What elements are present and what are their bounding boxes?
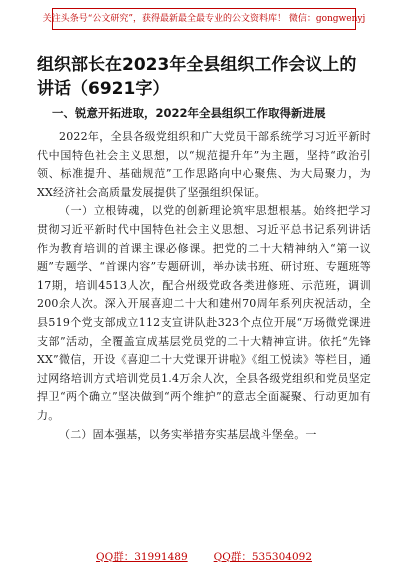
document-title: 组织部长在2023年全县组织工作会议上的讲话（6921字）	[37, 55, 357, 99]
footer-contacts	[0, 543, 408, 569]
qq-group-link-1[interactable]: QQ群：31991489	[95, 550, 188, 563]
body-paragraph: 2022年，全县各级党组织和广大党员干部系统学习习近平新时代中国特色社会主义思想，以“规范提升年”为主题，坚持“政治引领、标准提升、基础规范”工作思路向中心聚焦、为大局聚力，为XX经济社会高质量发展提供了坚强组织保证。	[37, 130, 371, 199]
qq-group-link-2[interactable]: QQ群：535304092	[213, 550, 312, 563]
document-body	[37, 128, 371, 444]
promo-banner	[42, 8, 366, 30]
section-heading: 一、锐意开拓进取，2022年全县组织工作取得新进展	[52, 106, 326, 120]
body-paragraph: （一）立根铸魂，以党的创新理论筑牢思想根基。始终把学习贯彻习近平新时代中国特色社会主义思想、习近平总书记系列讲话作为教育培训的首课主课必修课。把党的二十大精神纳入“第一议题”专题学、“首课内容”专题研训，举办读书班、研讨班、专题班等17期，培训4513人次，配合州级党政各类进修班、示范班，调训200余人次。深入开展喜迎二十大和建州70周年系列庆祝活动，全县519个党支部成立112支宣讲队赴323个点位开展“万场微党课进支部”活动，全覆盖宣成基层党员党的二十大精神宣讲。依托“先锋XX”微信，开设《喜迎二十大党课开讲啦》《组工悦读》等栏目，通过网络培训方式培训党员1.4万余人次，全县各级党组织和党员坚定捍卫“两个确立”坚决做到“两个维护”的意志全面凝聚、行动更加有力。	[37, 204, 371, 422]
body-paragraph: （二）固本强基，以务实举措夯实基层战斗堡垒。一	[59, 427, 317, 441]
promo-banner-text: 关注头条号“公文研究”，获得最新最全最专业的公文资料库！ 微信：gongwenyj	[42, 13, 366, 24]
